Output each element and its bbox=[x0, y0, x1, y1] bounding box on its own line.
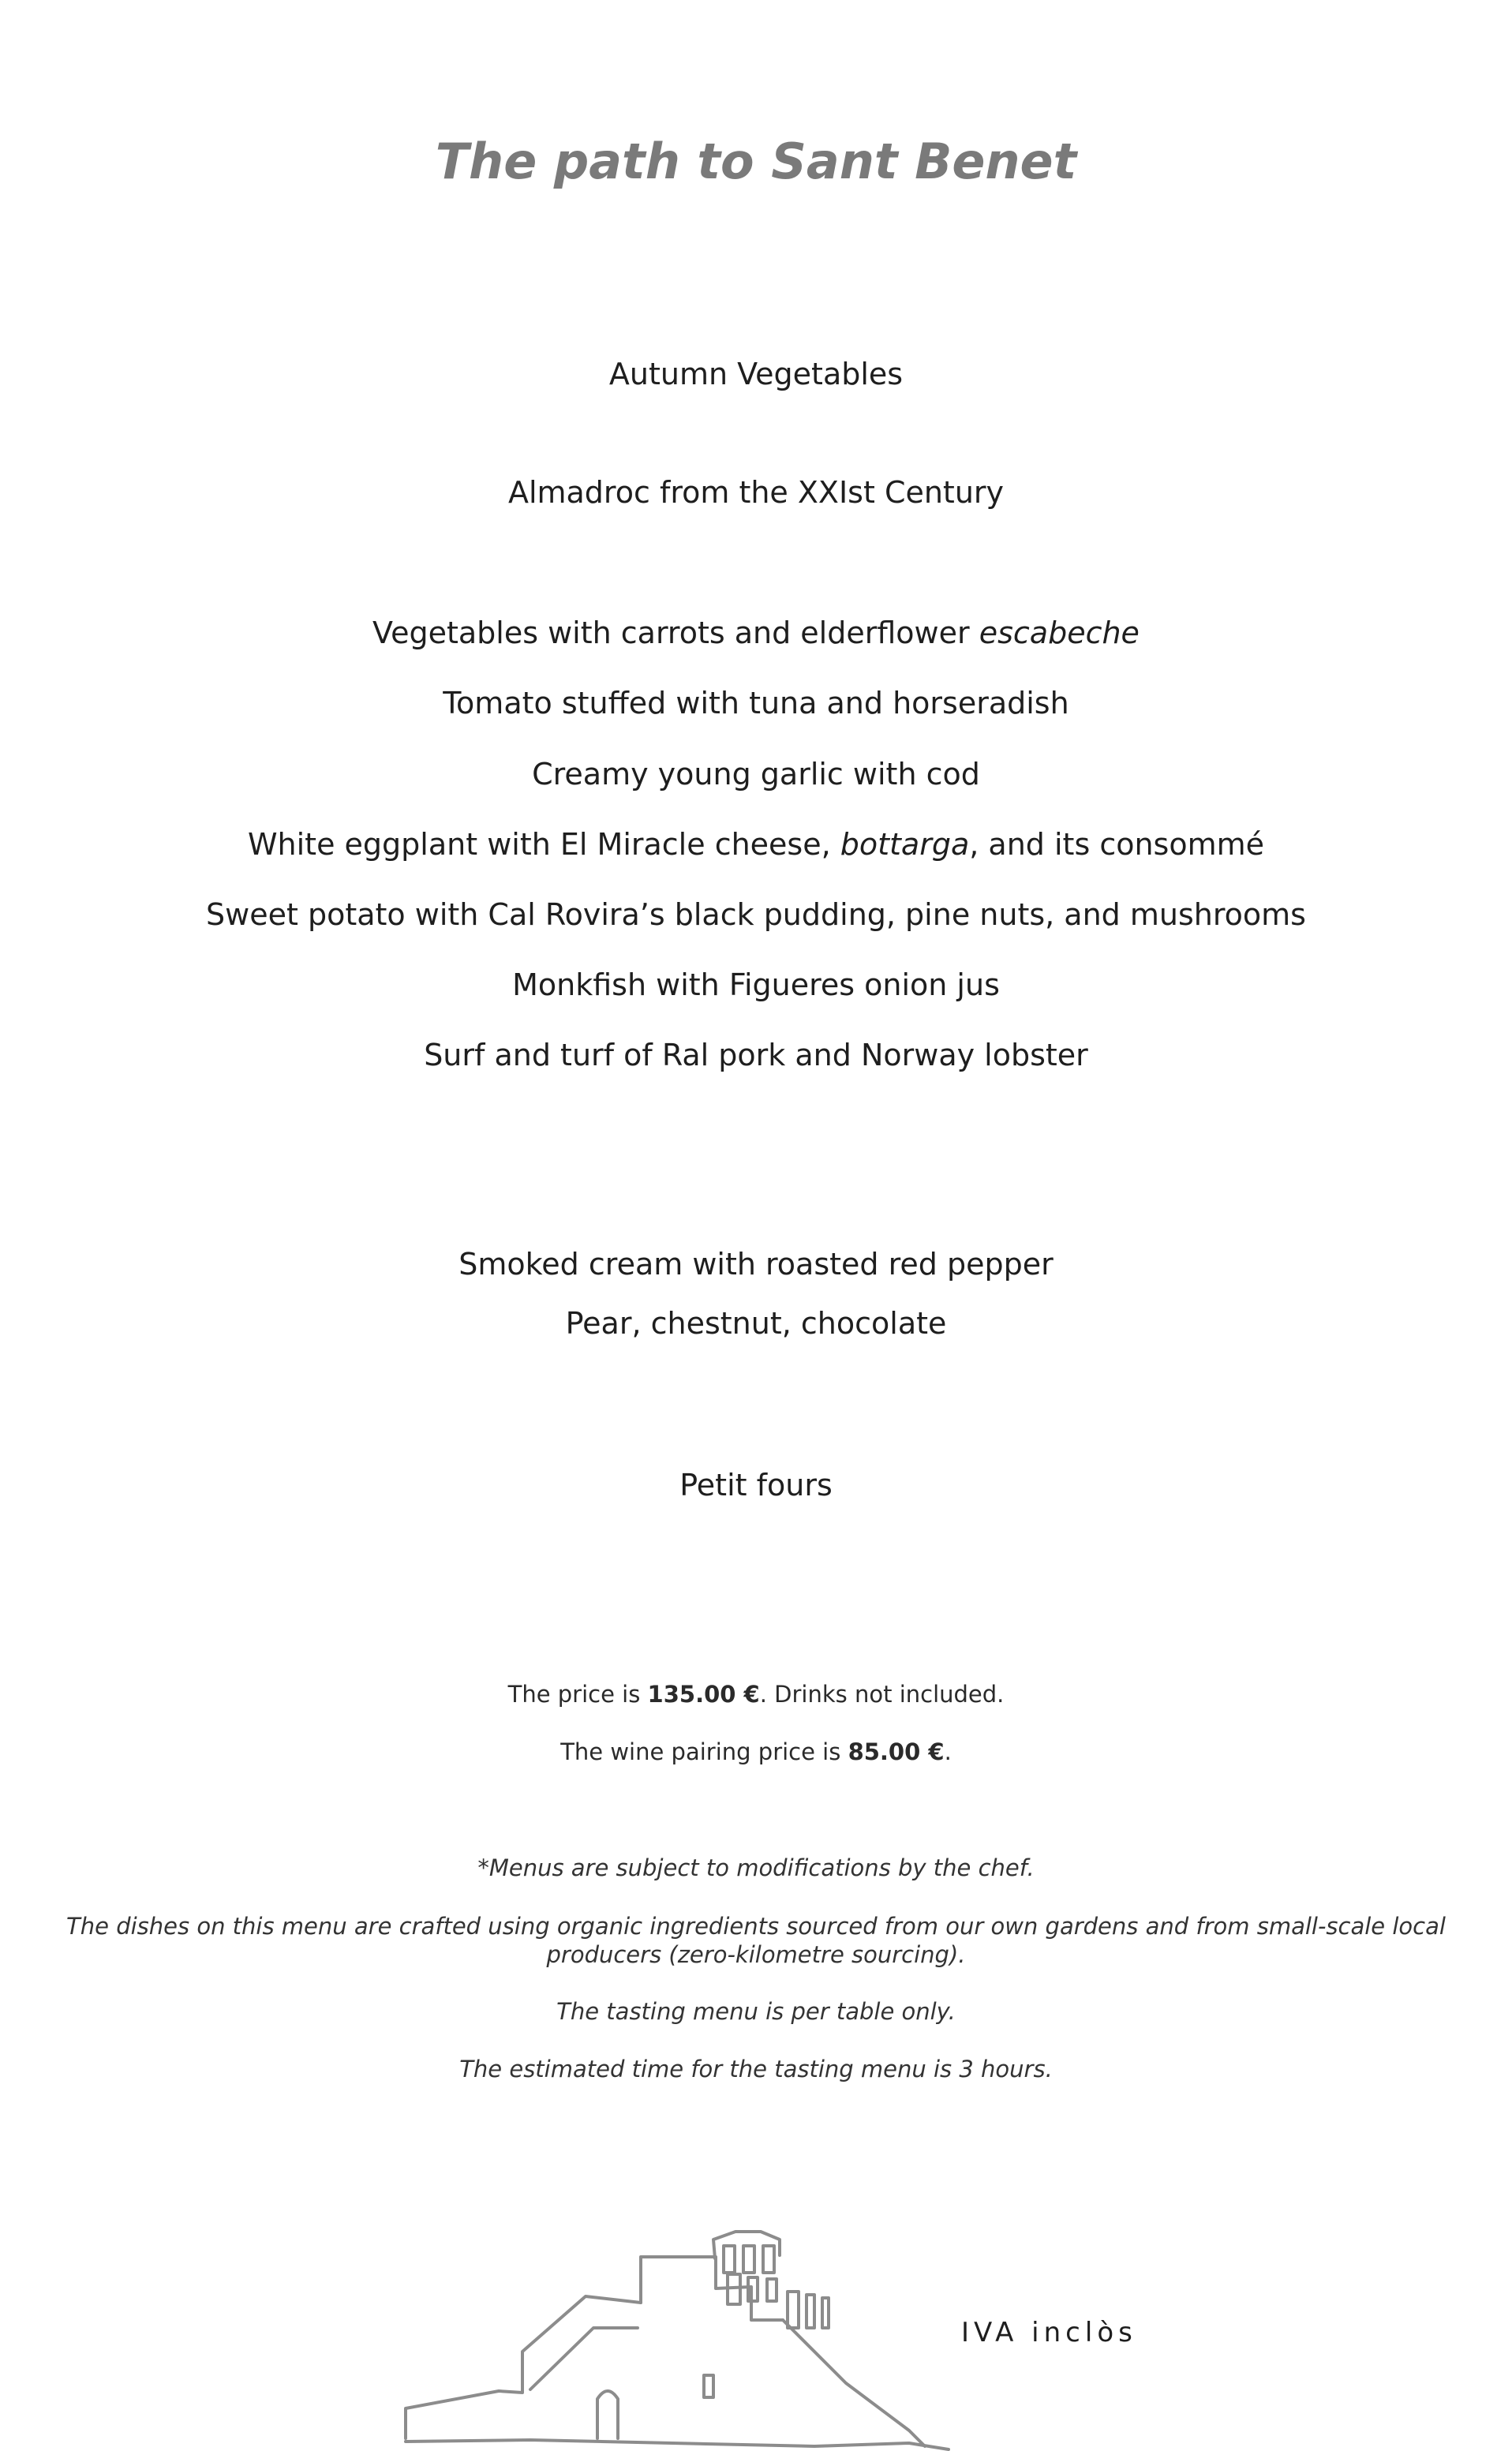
price-value: 135.00 € bbox=[647, 1681, 760, 1708]
dish-text: Vegetables with carrots and elderflower bbox=[372, 616, 979, 650]
dessert-pear-chestnut: Pear, chestnut, chocolate bbox=[565, 1306, 947, 1341]
price-value: 85.00 € bbox=[848, 1738, 945, 1765]
dish-sweet-potato: Sweet potato with Cal Rovira’s black pudding, pine nuts, and mushrooms bbox=[206, 897, 1306, 932]
dish-monkfish: Monkfish with Figueres onion jus bbox=[512, 967, 1000, 1002]
note-estimated-time: The estimated time for the tasting menu is 3 hours. bbox=[459, 2056, 1053, 2082]
wine-pairing-price bbox=[0, 1738, 1512, 1765]
note-organic-ingredients: The dishes on this menu are crafted using organic ingredients sourced from our own gardens and from small-scale local producers (zero-kilometre sourcing). bbox=[66, 1913, 1446, 1968]
petit-fours: Petit fours bbox=[679, 1468, 833, 1502]
dish-vegetables-escabeche bbox=[0, 616, 1512, 650]
note-modifications: *Menus are subject to modifications by the chef. bbox=[477, 1854, 1035, 1881]
price-text: The price is bbox=[507, 1681, 648, 1708]
dish-surf-and-turf: Surf and turf of Ral pork and Norway lobster bbox=[424, 1038, 1088, 1072]
dish-creamy-garlic: Creamy young garlic with cod bbox=[532, 757, 980, 791]
dish-italic-text: bottarga bbox=[840, 827, 970, 862]
menu-price bbox=[0, 1681, 1512, 1708]
dish-autumn-vegetables: Autumn Vegetables bbox=[608, 357, 904, 391]
price-text: . Drinks not included. bbox=[759, 1681, 1005, 1708]
dish-tomato-stuffed: Tomato stuffed with tuna and horseradish bbox=[443, 686, 1069, 720]
iva-included-label: IVA inclòs bbox=[961, 2317, 1137, 2348]
dish-white-eggplant bbox=[0, 827, 1512, 862]
dish-almadroc: Almadroc from the XXIst Century bbox=[507, 475, 1005, 510]
page-title: The path to Sant Benet bbox=[435, 133, 1077, 190]
dish-italic-text: escabeche bbox=[979, 616, 1140, 650]
price-text: The wine pairing price is bbox=[560, 1738, 848, 1765]
dessert-smoked-cream: Smoked cream with roasted red pepper bbox=[458, 1247, 1054, 1282]
dish-text: White eggplant with El Miracle cheese, bbox=[247, 827, 840, 862]
dish-text: , and its consommé bbox=[969, 827, 1265, 862]
note-per-table: The tasting menu is per table only. bbox=[556, 1998, 956, 2025]
price-text: . bbox=[944, 1738, 952, 1765]
